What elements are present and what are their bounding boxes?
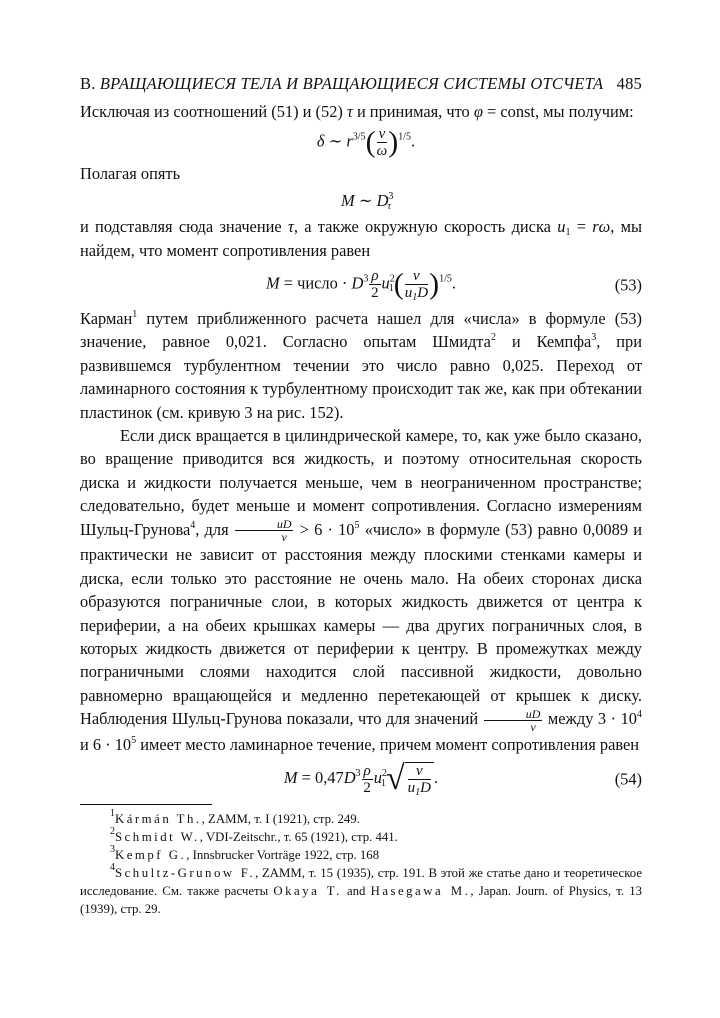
equation-53-number: (53) — [614, 274, 642, 294]
running-header — [80, 74, 642, 100]
equation-53: M = число · $D^3$ $\frac{\rho}{2}$ $u^2_1$( $\frac{\nu}{u_1D}$ )$^{1/5}$. (53) — [266, 267, 642, 304]
header-section: В. ВРАЩАЮЩИЕСЯ ТЕЛА И ВРАЩАЮЩИЕСЯ СИСТЕМЫ ОТСЧЕТА — [80, 74, 604, 93]
equation-54-number: (54) — [614, 769, 642, 789]
page — [80, 74, 642, 918]
body-text — [80, 100, 642, 799]
page-number: 485 — [616, 74, 642, 93]
paragraph-3: и подставляя сюда значение τ, а также окружную скорость диска $u_1 = r\omega$, мы найдем, что момент сопротивления равен — [80, 217, 642, 260]
footnote-1: $^1$Kármán Th., ZAMM, т. I (1921), стр. 249. — [110, 808, 360, 827]
paragraph-4: Карман$^1$ путем приближенного расчета нашел для «числа» в формуле (53) значение, равное 0,021. Согласно опытам Шмидта$^2$ и Кемпфа$^3$, при развившемся турбулентном течении это число равно 0,025. Переход от ламинарного состояния к турбулентному происходит так же, как при обтекании пластинок (см. кривую 3 на рис. 152). — [80, 309, 642, 422]
paragraph-1: Исключая из соотношений (51) и (52) τ и принимая, что φ = const, мы получим: — [80, 102, 634, 121]
equation-m-proportional: M ∼ $D^3_\tau$ — [340, 190, 394, 212]
paragraph-2: Полагая опять — [80, 164, 181, 184]
equation-54: $M = 0,47D^3$ $\frac{\rho}{2}$ $u^2_1√$ $\frac{\nu}{u_1D}$ . (54) — [283, 760, 642, 799]
equation-delta: δ ∼ $r^{3/5}$( $\frac{\nu}{\omega}$ )$^{1/5}$. — [316, 125, 416, 160]
footnotes — [80, 810, 642, 918]
footnote-4: $^4$Schultz-Grunow F., ZAMM, т. 15 (1935), стр. 191. В этой же статье дано и теоретическое исследование. См. также расчеты Okaya T. and Hasegawa M., Japan. Journ. of Physics, т. 13 (1939), стр. 29. — [80, 862, 643, 917]
footnote-rule — [80, 804, 212, 805]
footnote-3: $^3$Kempf G., Innsbrucker Vorträge 1922, стр. 168 — [110, 844, 380, 863]
footnote-2: $^2$Schmidt W., VDI-Zeitschr., т. 65 (1921), стр. 441. — [110, 826, 398, 845]
header-title: ВРАЩАЮЩИЕСЯ ТЕЛА И ВРАЩАЮЩИЕСЯ СИСТЕМЫ ОТСЧЕТА — [99, 74, 604, 93]
paragraph-5: Если диск вращается в цилиндрической камере, то, как уже было сказано, во вращение приводится вся жидкость, и поэтому относительная скорость диска и жидкости получается меньше, чем в неограниченном пространстве; следовательно, будет меньше и момент сопротивления. Согласно измерениям Шульц-Грунова$^4$, для $\frac{uD}{\nu}$ > $6 \cdot 10^5$ «число» в формуле (53) равно 0,0089 и практически не зависит от расстояния между плоскими стенками камеры и диска, если только это расстояние не очень мало. На обеих сторонах диска образуются пограничные слои, в которых жидкость движется от центра к периферии, а на обеих крышках камеры — два других пограничных слоя, в которых жидкость движется от периферии к центру. В промежутках между пограничными слоями находится слой пассивной жидкости, довольно равномерно вращающейся и медленно перетекающей от крышек к диску. Наблюдения Шульц-Грунова показали, что для значений $\frac{uD}{\nu}$ между $3 \cdot 10^4$ и $6 \cdot 10^5$ имеет место ламинарное течение, причем момент сопротивления равен — [80, 426, 642, 754]
